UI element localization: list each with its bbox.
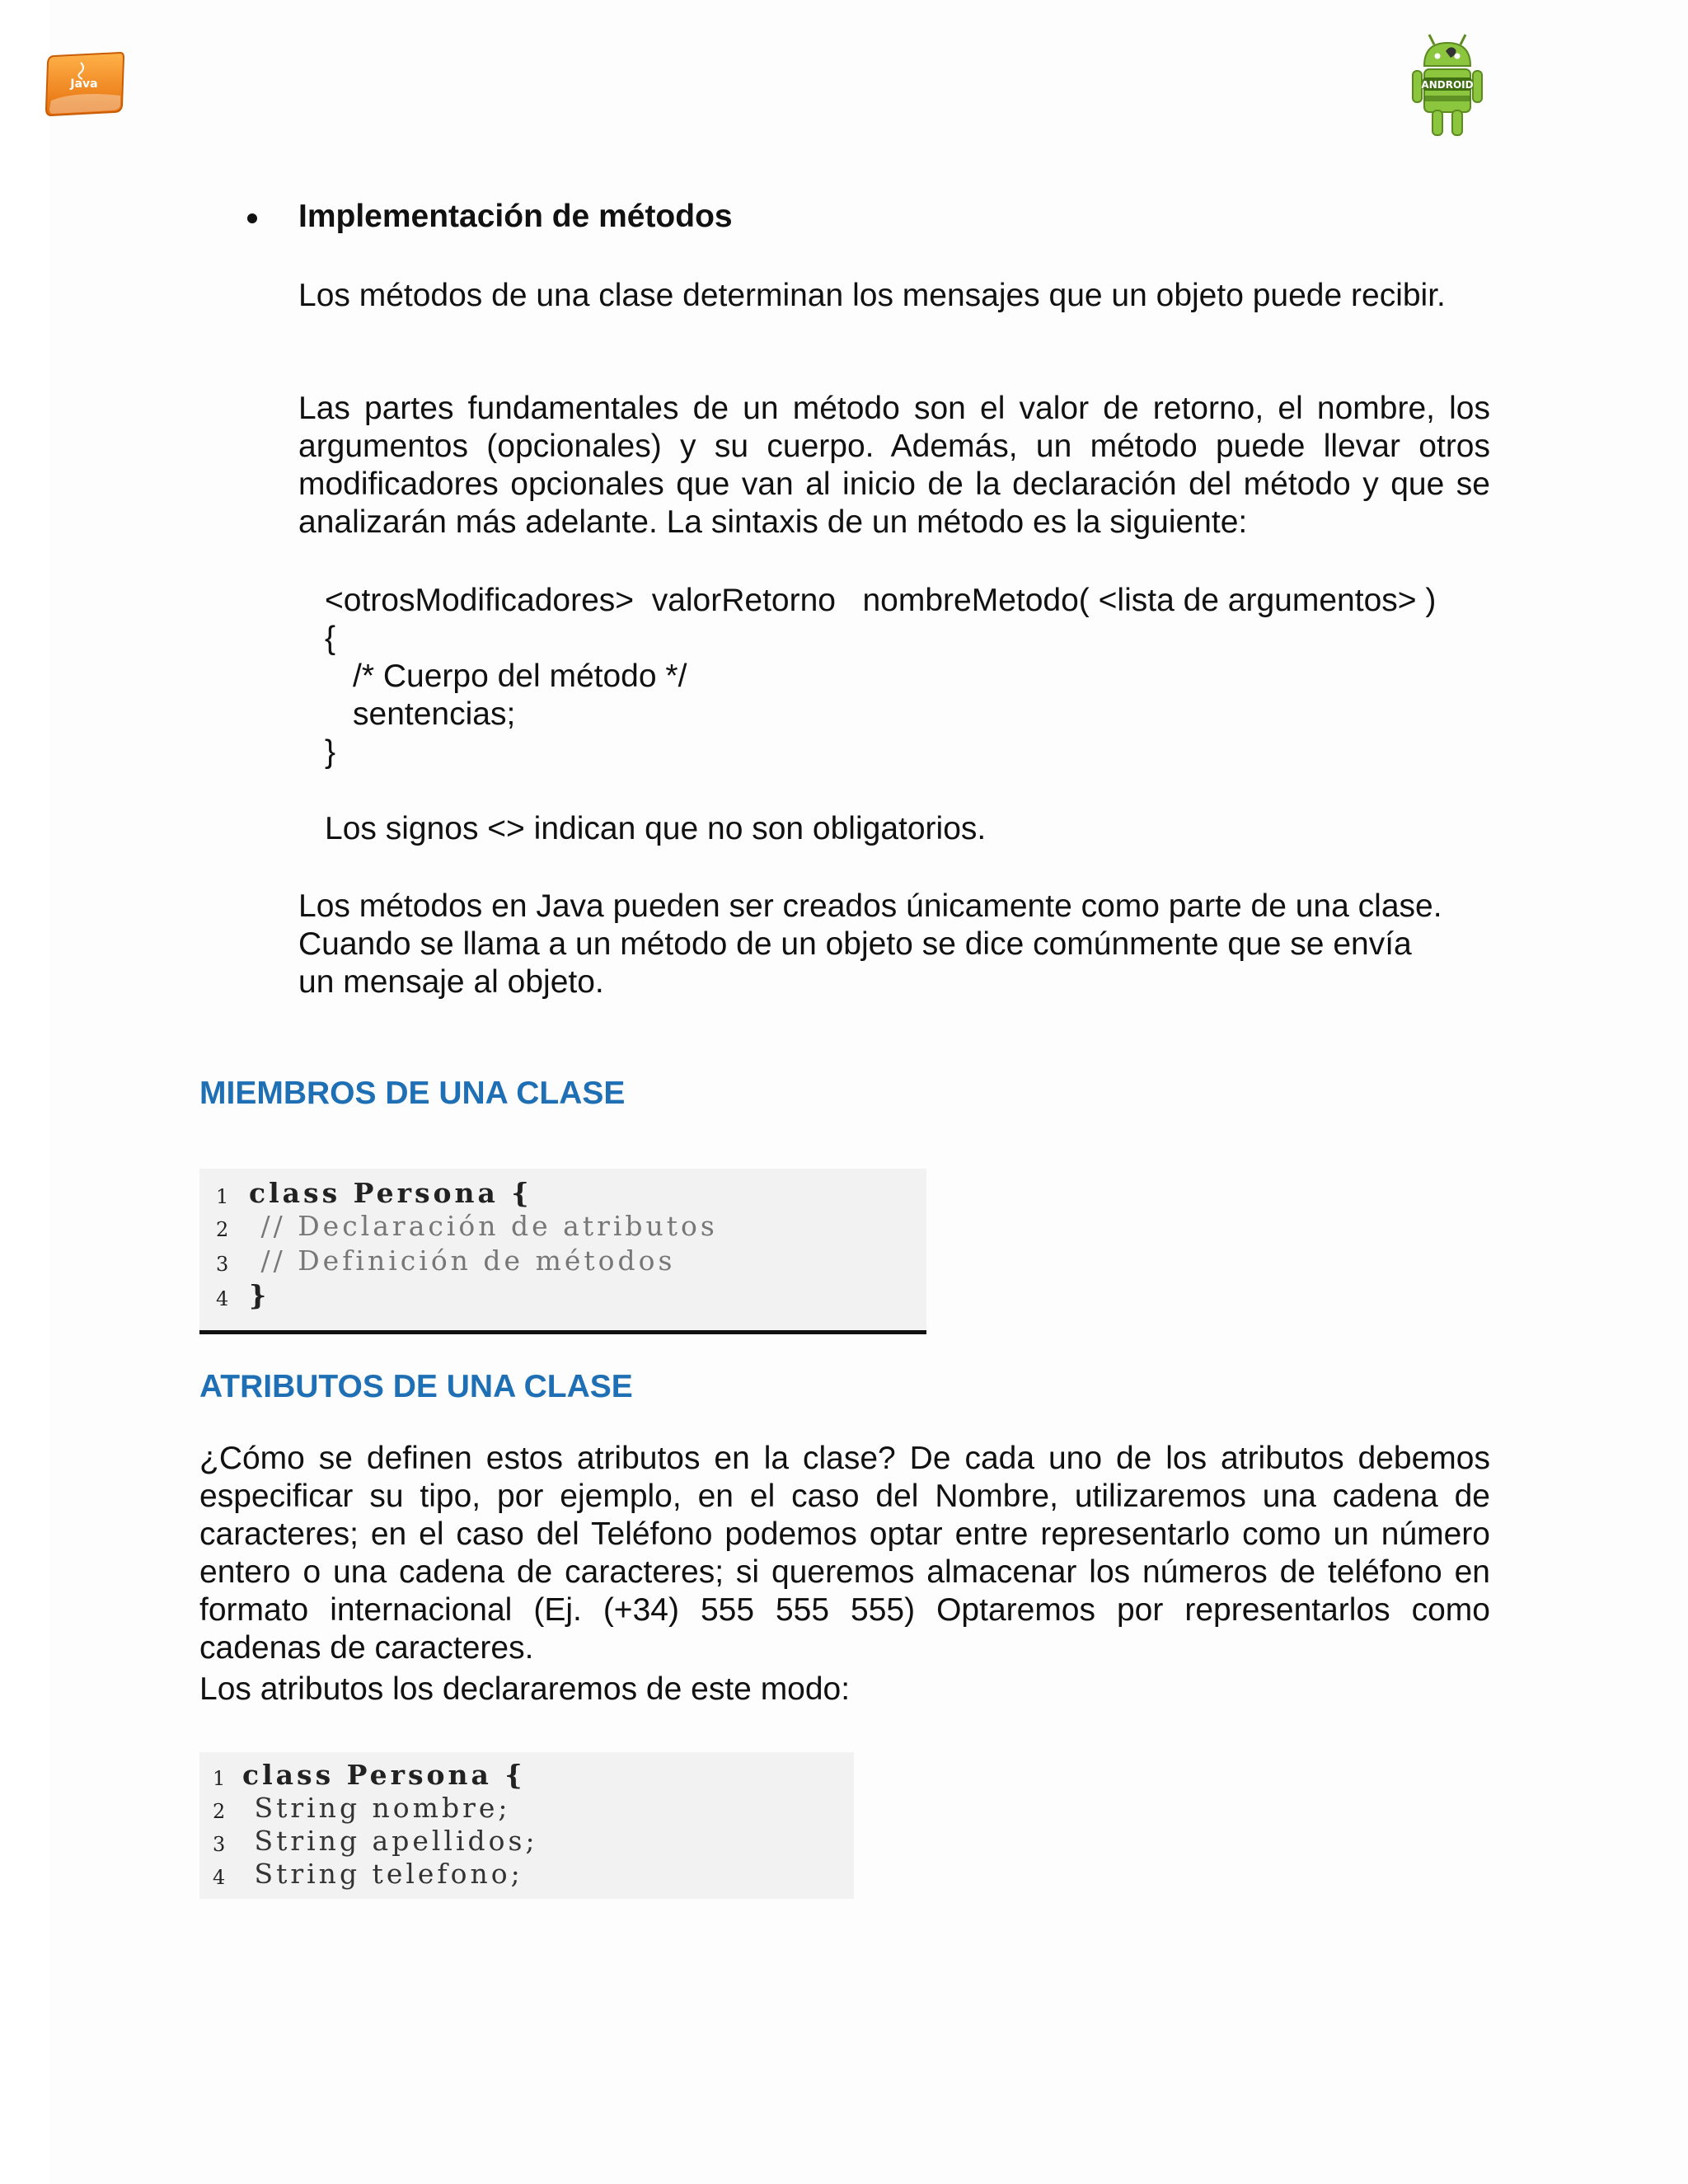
code-line: } bbox=[249, 1279, 270, 1311]
code-block-rule bbox=[199, 1330, 926, 1334]
syntax-line: sentencias; bbox=[353, 696, 516, 732]
line-number: 3 bbox=[216, 1253, 229, 1276]
line-number: 4 bbox=[213, 1866, 226, 1889]
methods-paragraph-3 bbox=[298, 888, 1442, 1001]
bullet-dot bbox=[247, 213, 257, 223]
line-number: 1 bbox=[216, 1185, 229, 1208]
line-number: 2 bbox=[213, 1800, 226, 1823]
syntax-line: } bbox=[325, 734, 336, 770]
code-line: // Definición de métodos bbox=[249, 1244, 676, 1277]
android-logo-icon bbox=[1406, 30, 1489, 142]
code-line: String telefono; bbox=[242, 1858, 523, 1890]
syntax-line: /* Cuerpo del método */ bbox=[353, 658, 687, 694]
syntax-note: Los signos <> indican que no son obligatorios. bbox=[325, 811, 987, 846]
line-number: 3 bbox=[213, 1833, 226, 1856]
line-number: 4 bbox=[216, 1287, 229, 1310]
line-number: 2 bbox=[216, 1218, 229, 1241]
line-number: 1 bbox=[213, 1767, 226, 1790]
code-line: class Persona { bbox=[242, 1759, 526, 1791]
text-line: Cuando se llama a un método de un objeto se dice comúnmente que se envía bbox=[298, 926, 1412, 962]
code-line: String nombre; bbox=[242, 1792, 511, 1824]
methods-paragraph-1: Los métodos de una clase determinan los mensajes que un objeto puede recibir. bbox=[298, 278, 1446, 313]
attributes-code-block bbox=[199, 1752, 854, 1899]
java-logo-icon bbox=[43, 51, 125, 117]
attributes-section-title: ATRIBUTOS DE UNA CLASE bbox=[199, 1369, 633, 1404]
text-line: Los métodos en Java pueden ser creados únicamente como parte de una clase. bbox=[298, 888, 1442, 924]
code-line: class Persona { bbox=[249, 1177, 532, 1209]
methods-heading: Implementación de métodos bbox=[298, 199, 733, 234]
syntax-line: { bbox=[325, 621, 336, 656]
members-code-block bbox=[199, 1169, 926, 1332]
java-logo-text: Java bbox=[70, 77, 98, 91]
attributes-paragraph-last: Los atributos los declararemos de este modo: bbox=[199, 1671, 851, 1707]
attributes-paragraph: ¿Cómo se definen estos atributos en la clase? De cada uno de los atributos debemos especificar su tipo, por ejemplo, en el caso del Nombre, utilizaremos una cadena de caracteres; en el caso del Teléfono podemos optar entre representarlo como un número entero o una cadena de caracteres; si queremos almacenar los números de teléfono en formato internacional (Ej. (+34) 555 555 555) Optaremos por representarlos como cadenas de caracteres. bbox=[199, 1441, 1490, 1666]
text-line: un mensaje al objeto. bbox=[298, 964, 604, 1000]
methods-paragraph-2: Las partes fundamentales de un método son el valor de retorno, el nombre, los argumentos (opcionales) y su cuerpo. Además, un método puede llevar otros modificadores opcionales que van al inicio de la declaración del método y que se analizarán más adelante. La sintaxis de un método es la siguiente: bbox=[298, 391, 1490, 540]
code-line: String apellidos; bbox=[242, 1825, 538, 1857]
syntax-line: <otrosModificadores> valorRetorno nombreMetodo( <lista de argumentos> ) bbox=[325, 583, 1437, 618]
members-section-title: MIEMBROS DE UNA CLASE bbox=[199, 1076, 626, 1111]
android-logo-text: ANDROID bbox=[1421, 79, 1474, 91]
code-line: // Declaración de atributos bbox=[249, 1210, 718, 1242]
